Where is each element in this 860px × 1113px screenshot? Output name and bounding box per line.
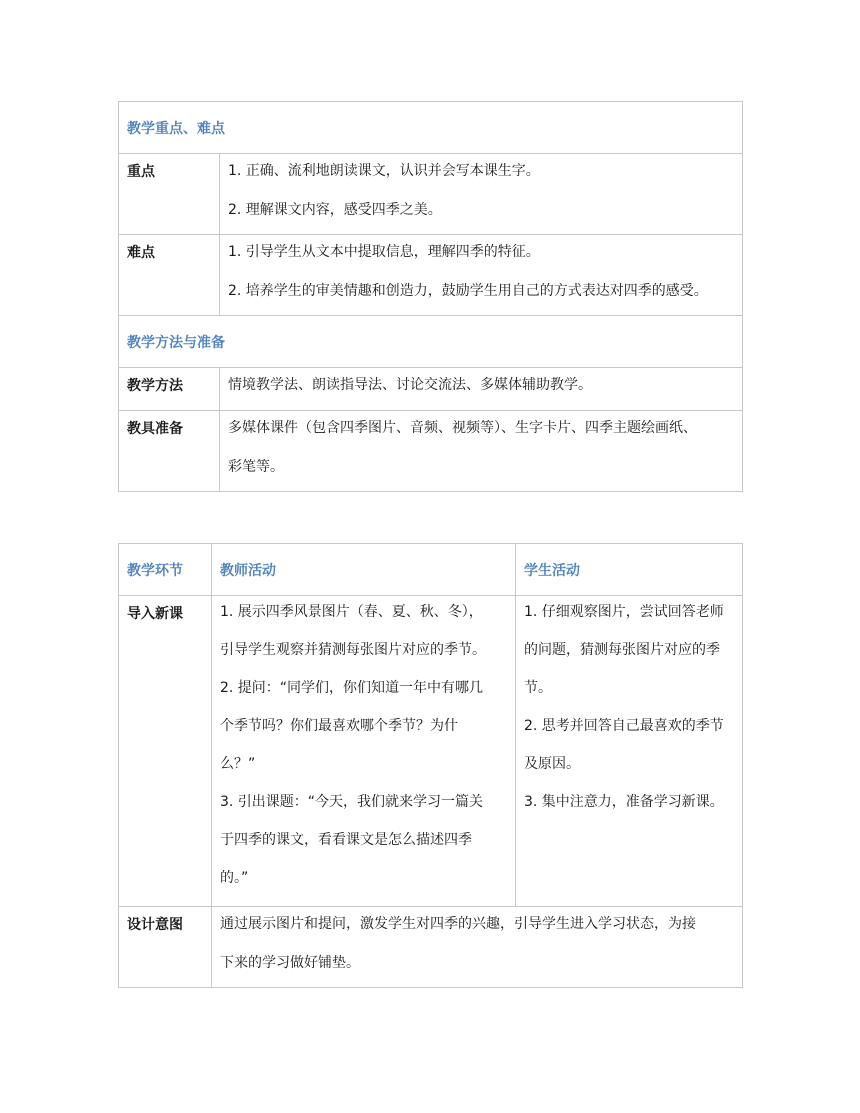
design-intent-line-2: 下来的学习做好铺垫。	[220, 955, 360, 971]
teaching-focus-table	[118, 101, 743, 492]
key-point-2: 2. 理解课文内容，感受四季之美。	[228, 202, 442, 218]
student-line: 3. 集中注意力，准备学习新课。	[524, 794, 724, 810]
student-activity-cell	[516, 596, 743, 907]
teacher-line: 1. 展示四季风景图片（春、夏、秋、冬），	[220, 604, 483, 620]
header-student-activity: 学生活动	[516, 544, 743, 596]
difficulty-point-1: 1. 引导学生从文本中提取信息，理解四季的特征。	[228, 244, 540, 260]
teacher-line: 2. 提问：“同学们，你们知道一年中有哪几	[220, 680, 484, 696]
tools-text-line-1: 多媒体课件（包含四季图片、音频、视频等）、生字卡片、四季主题绘画纸、	[228, 420, 697, 436]
key-points-label: 重点	[119, 154, 220, 235]
teacher-line: 个季节吗？你们最喜欢哪个季节？为什	[220, 718, 458, 734]
student-line: 及原因。	[524, 756, 580, 772]
methods-text: 情境教学法、朗读指导法、讨论交流法、多媒体辅助教学。	[228, 377, 592, 393]
student-line: 1. 仔细观察图片，尝试回答老师	[524, 604, 724, 620]
difficulty-cell	[220, 235, 743, 316]
methods-label: 教学方法	[119, 368, 220, 411]
stage-label: 导入新课	[119, 596, 212, 907]
tools-cell	[220, 411, 743, 492]
teacher-line: 引导学生观察并猜测每张图片对应的季节。	[220, 642, 486, 658]
student-line: 的问题，猜测每张图片对应的季	[524, 642, 720, 658]
key-points-cell	[220, 154, 743, 235]
header-stage: 教学环节	[119, 544, 212, 596]
header-teacher-activity: 教师活动	[212, 544, 516, 596]
teaching-process-table	[118, 543, 743, 988]
teacher-line: 3. 引出课题：“今天，我们就来学习一篇关	[220, 794, 484, 810]
tools-text-line-2: 彩笔等。	[228, 459, 284, 475]
difficulty-label: 难点	[119, 235, 220, 316]
design-intent-cell	[212, 907, 743, 988]
teacher-line: 的。”	[220, 870, 249, 886]
design-intent-label: 设计意图	[119, 907, 212, 988]
key-point-1: 1. 正确、流利地朗读课文，认识并会写本课生字。	[228, 163, 540, 179]
student-line: 节。	[524, 680, 552, 696]
methods-section-header: 教学方法与准备	[119, 316, 743, 368]
student-line: 2. 思考并回答自己最喜欢的季节	[524, 718, 724, 734]
teacher-line: 么？”	[220, 756, 256, 772]
methods-cell	[220, 368, 743, 411]
difficulty-point-2: 2. 培养学生的审美情趣和创造力，鼓励学生用自己的方式表达对四季的感受。	[228, 283, 708, 299]
focus-section-header: 教学重点、难点	[119, 102, 743, 154]
teacher-line: 于四季的课文，看看课文是怎么描述四季	[220, 832, 472, 848]
tools-label: 教具准备	[119, 411, 220, 492]
design-intent-line-1: 通过展示图片和提问，激发学生对四季的兴趣，引导学生进入学习状态，为接	[220, 916, 696, 932]
teacher-activity-cell	[212, 596, 516, 907]
